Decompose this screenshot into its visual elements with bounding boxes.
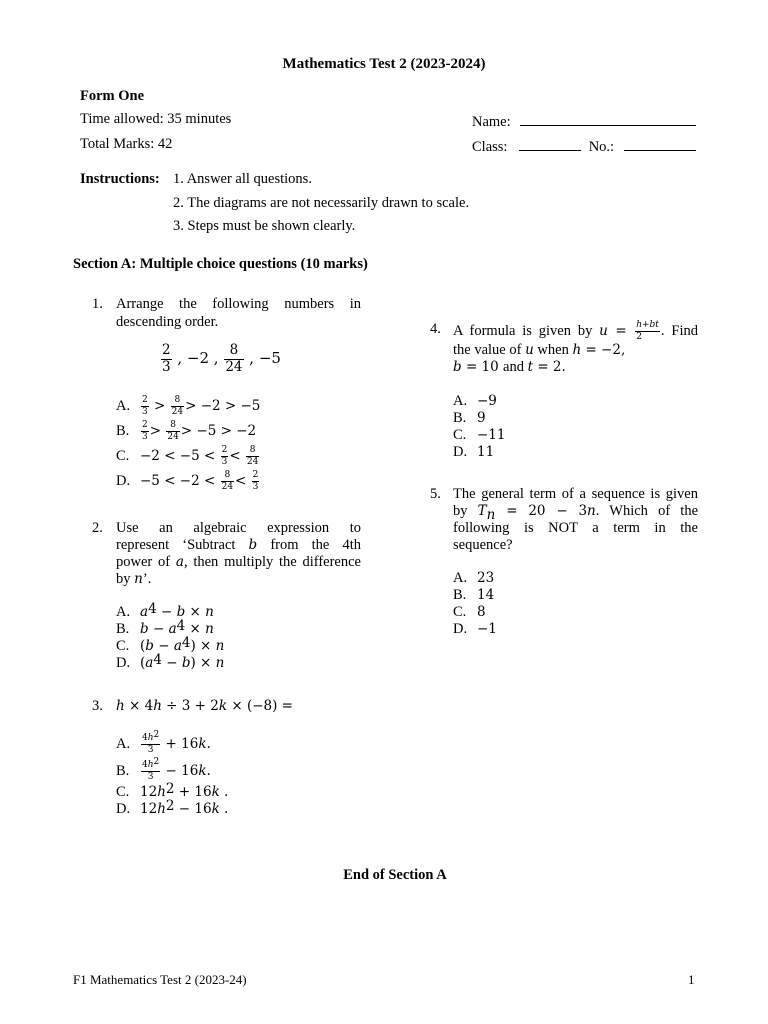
q2-text-line: Use an algebraic expression to: [116, 520, 361, 536]
instructions-label: Instructions:: [80, 171, 160, 187]
name-label: Name:: [472, 114, 511, 130]
q4-text-line: A formula is given by u = $\frac{h+bt}{2}$ . Find: [453, 320, 698, 342]
q5-number: 5.: [430, 486, 441, 502]
q1-numbers: $\frac{2}{3}$ , −2 , $\frac{8}{24}$ , −5: [162, 342, 281, 375]
option-c[interactable]: C. 8: [453, 604, 486, 620]
name-blank[interactable]: [520, 111, 696, 126]
end-of-section: End of Section A: [343, 867, 447, 883]
footer-title: F1 Mathematics Test 2 (2023-24): [73, 972, 247, 987]
q2-number: 2.: [92, 520, 103, 536]
instruction-item: 1. Answer all questions.: [173, 171, 312, 187]
section-a-heading: Section A: Multiple choice questions (10 marks): [73, 256, 368, 272]
form-label: Form One: [80, 88, 145, 104]
option-b[interactable]: B. $\frac{2}{3}$ > $\frac{8}{24}$ > −5 > −2: [116, 420, 257, 442]
option-c[interactable]: C. $12h^2 + 16k$ .: [116, 781, 229, 800]
class-field[interactable]: [472, 136, 696, 156]
q4-text-line: b = 10 and t = 2.: [453, 359, 566, 375]
q3-options: [116, 730, 229, 818]
page-title: Mathematics Test 2 (2023-2024): [282, 56, 486, 72]
q2-text-line: represent ‘Subtract b from the 4th: [116, 537, 362, 553]
option-a[interactable]: A. $\frac{4h^2}{3}$ + 16k.: [116, 730, 211, 755]
class-blank[interactable]: [519, 136, 581, 151]
time-allowed: Time allowed: 35 minutes: [80, 111, 232, 127]
option-d[interactable]: D. 11: [453, 444, 495, 460]
q2-options: [116, 601, 225, 672]
option-d[interactable]: D. −1: [453, 621, 497, 637]
instruction-item: 3. Steps must be shown clearly.: [173, 218, 356, 234]
option-a[interactable]: A. 23: [453, 570, 495, 586]
q1-options: [116, 395, 261, 492]
option-d[interactable]: D. $12h^2 - 16k$ .: [116, 798, 229, 817]
q2-text-line: by n’.: [116, 571, 152, 587]
option-a[interactable]: A. −9: [453, 393, 497, 409]
option-d[interactable]: D. −5 < −2 < $\frac{8}{24}$ < $\frac{2}{3}$: [116, 470, 259, 492]
q5-text-line: following is NOT a term in the: [453, 520, 698, 536]
q4-options: [453, 393, 506, 461]
option-a[interactable]: A. $\frac{2}{3}$ > $\frac{8}{24}$ > −2 > −5: [116, 395, 261, 417]
no-blank[interactable]: [624, 136, 696, 151]
q4-number: 4.: [430, 321, 441, 337]
option-c[interactable]: C. −2 < −5 < $\frac{2}{3}$ < $\frac{8}{24}$: [116, 445, 259, 467]
q1-text-line: Arrange the following numbers in: [116, 296, 361, 312]
instruction-item: 2. The diagrams are not necessarily drawn to scale.: [173, 195, 470, 211]
class-label: Class:: [472, 139, 508, 155]
q3-number: 3.: [92, 698, 103, 714]
total-marks: Total Marks: 42: [80, 136, 173, 152]
option-a[interactable]: A. $a^4 - b \times n$: [116, 601, 214, 620]
option-b[interactable]: B. $\frac{4h^2}{3}$ − 16k.: [116, 757, 211, 782]
q5-text-line: by $T_n = 20 - 3n$. Which of the: [453, 503, 699, 523]
no-label: No.:: [588, 139, 615, 155]
option-b[interactable]: B. 9: [453, 410, 486, 426]
q4-text-line: the value of u when h = −2,: [453, 342, 626, 358]
q3-expression: h × 4h ÷ 3 + 2k × (−8) =: [116, 698, 293, 714]
option-c[interactable]: C. −11: [453, 427, 506, 443]
q5-text-line: The general term of a sequence is given: [453, 486, 698, 502]
q1-number: 1.: [92, 296, 103, 312]
q1-text-line: descending order.: [116, 314, 219, 330]
q2-text-line: power of a, then multiply the difference: [116, 554, 361, 570]
q5-text-line: sequence?: [453, 537, 513, 553]
option-b[interactable]: B. 14: [453, 587, 495, 603]
page-number: 1: [688, 972, 695, 987]
option-b[interactable]: B. $b - a^4 \times n$: [116, 618, 214, 637]
q5-options: [453, 570, 497, 638]
name-field[interactable]: [472, 111, 696, 131]
option-d[interactable]: D. $(a^4 - b) \times n$: [116, 652, 225, 671]
option-c[interactable]: C. $(b - a^4) \times n$: [116, 635, 225, 654]
